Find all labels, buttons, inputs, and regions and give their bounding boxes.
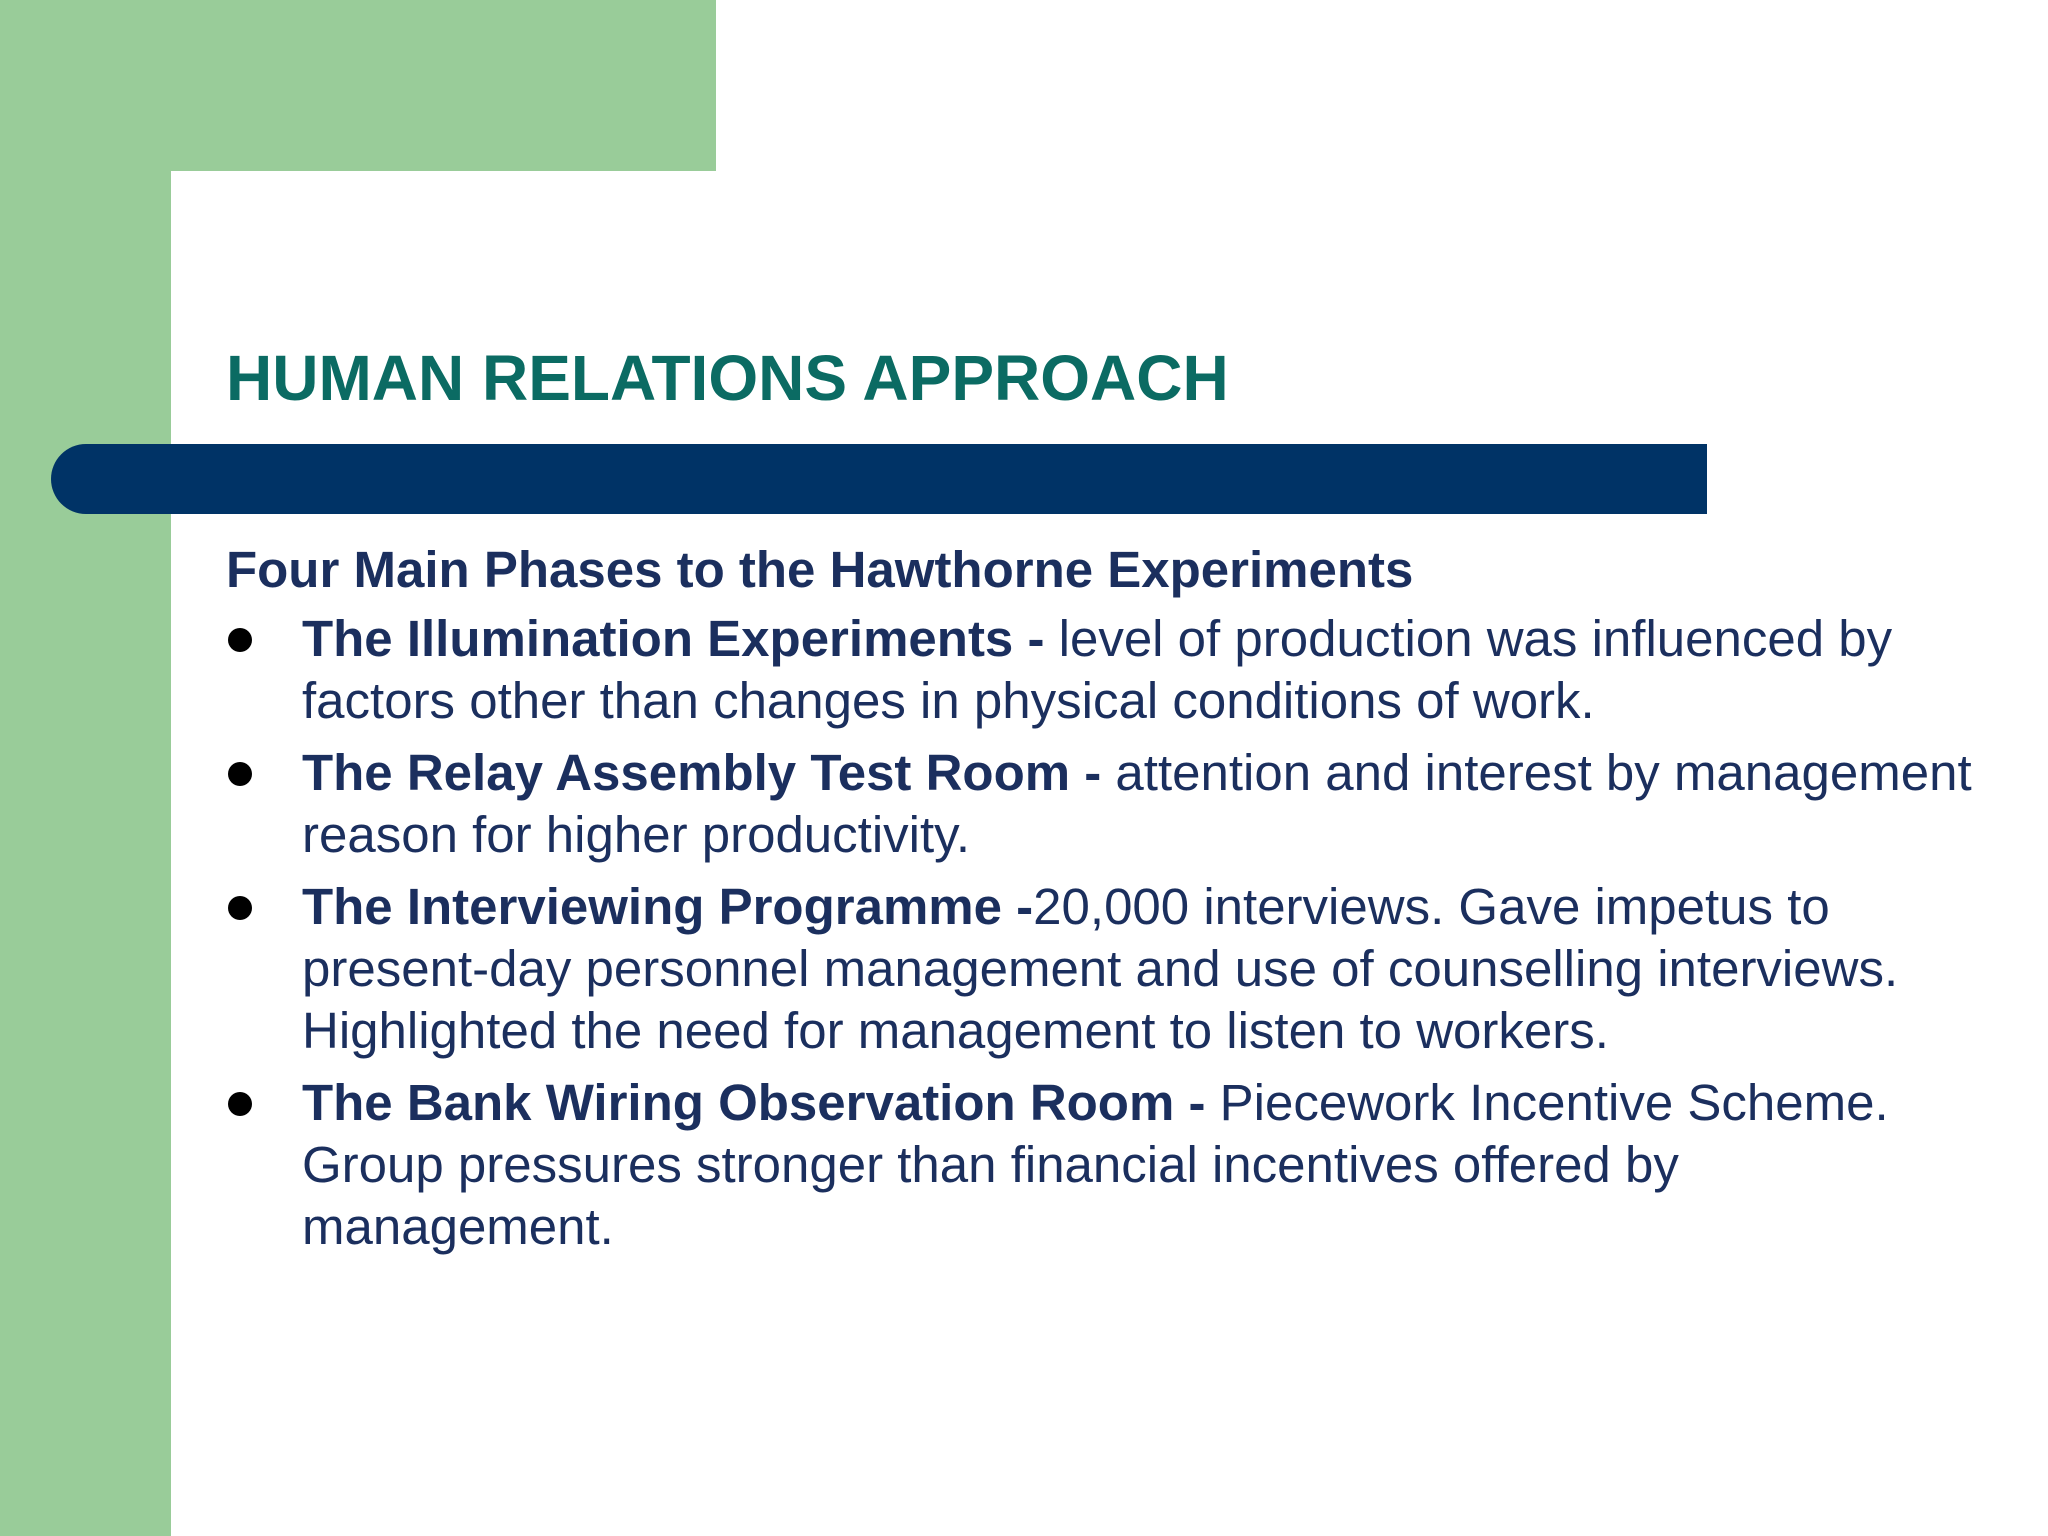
subheading: Four Main Phases to the Hawthorne Experiments bbox=[226, 541, 1414, 598]
bullet-list bbox=[226, 608, 1986, 1258]
title-underline-bar bbox=[51, 444, 1707, 514]
bullet-item bbox=[226, 1072, 1986, 1258]
bullet-item bbox=[226, 608, 1986, 732]
green-side-band bbox=[0, 0, 171, 1536]
bullet-separator: - bbox=[1174, 1074, 1220, 1131]
bullet-separator: - bbox=[1070, 744, 1116, 801]
slide-title: HUMAN RELATIONS APPROACH bbox=[226, 342, 1229, 414]
bullet-text: attention and interest by management reason for higher productivity. bbox=[302, 744, 1972, 863]
bullet-heading: The Relay Assembly Test Room bbox=[302, 744, 1071, 801]
bullet-icon bbox=[228, 896, 252, 920]
bullet-icon bbox=[228, 628, 252, 652]
bullet-separator: - bbox=[1013, 610, 1059, 667]
bullet-text: 20,000 interviews. Gave impetus to present-day personnel management and use of counselling interviews. Highlighted the need for management to listen to workers. bbox=[302, 878, 1899, 1059]
bullet-text: level of production was influenced by factors other than changes in physical conditions of work. bbox=[302, 610, 1893, 729]
green-top-band bbox=[0, 0, 716, 171]
bullet-text: Piecework Incentive Scheme. Group pressures stronger than financial incentives offered by management. bbox=[302, 1074, 1889, 1255]
slide-body bbox=[226, 532, 1986, 1268]
bullet-icon bbox=[228, 1092, 252, 1116]
bullet-heading: The Bank Wiring Observation Room bbox=[302, 1074, 1175, 1131]
bullet-separator: - bbox=[1002, 878, 1034, 935]
bullet-item bbox=[226, 876, 1986, 1062]
bullet-icon bbox=[228, 762, 252, 786]
bullet-heading: The Interviewing Programme bbox=[302, 878, 1003, 935]
bullet-item bbox=[226, 742, 1986, 866]
bullet-heading: The Illumination Experiments bbox=[302, 610, 1014, 667]
